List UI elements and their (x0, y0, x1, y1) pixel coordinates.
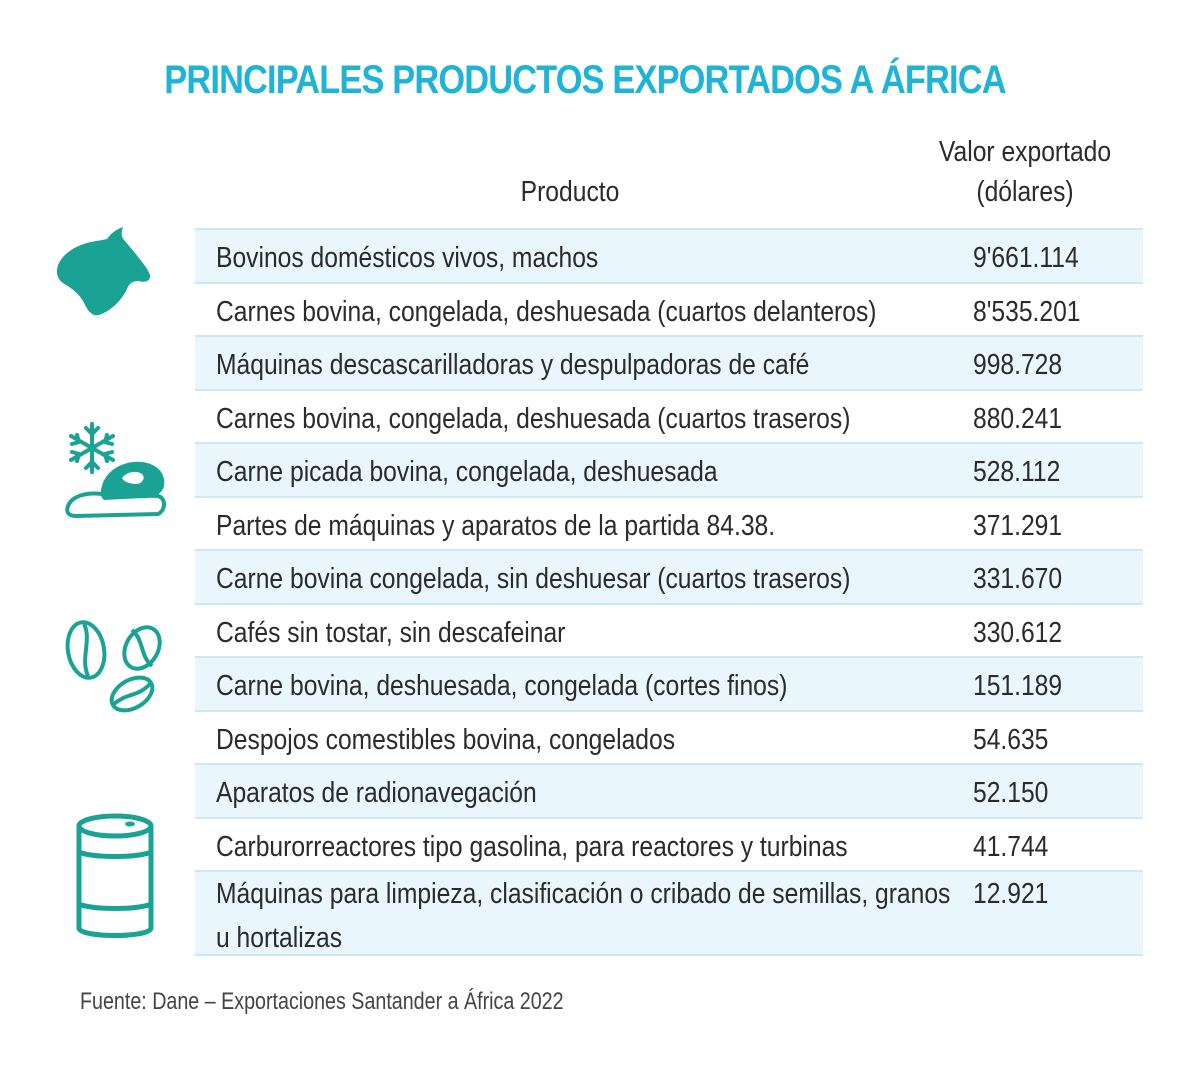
value-cell: 331.670 (973, 563, 1063, 595)
product-cell: Carne bovina, deshuesada, congelada (cortes finos) (216, 670, 788, 702)
product-cell: Aparatos de radionavegación (216, 777, 537, 809)
product-cell: Bovinos domésticos vivos, machos (216, 242, 599, 274)
column-header-value (923, 132, 1127, 212)
value-cell: 41.744 (973, 830, 1049, 863)
coffee-beans-icon (62, 612, 166, 718)
table-row (195, 870, 1143, 956)
product-cell: Carnes bovina, congelada, deshuesada (cuartos delanteros) (216, 295, 877, 328)
table-row (195, 656, 1143, 710)
value-cell: 371.291 (973, 509, 1063, 542)
value-cell: 12.921 (973, 878, 1049, 910)
table-row (195, 763, 1143, 817)
value-cell: 9'661.114 (973, 242, 1079, 274)
table-row (195, 282, 1143, 336)
table-row (195, 228, 1143, 282)
value-cell: 998.728 (973, 349, 1063, 381)
product-cell: Carnes bovina, congelada, deshuesada (cuartos traseros) (216, 402, 851, 435)
value-cell: 528.112 (973, 456, 1061, 488)
table-row (195, 549, 1143, 603)
value-cell: 8'535.201 (973, 295, 1081, 328)
value-cell: 151.189 (973, 670, 1063, 702)
product-cell: Máquinas descascarilladoras y despulpadoras de café (216, 349, 810, 381)
product-cell: Carne picada bovina, congelada, deshuesada (216, 456, 718, 488)
table-row (195, 710, 1143, 764)
product-cell: Carne bovina congelada, sin deshuesar (cuartos traseros) (216, 563, 851, 595)
table-row (195, 603, 1143, 657)
value-cell: 330.612 (973, 616, 1063, 649)
product-cell: Despojos comestibles bovina, congelados (216, 723, 676, 756)
column-header-product: Producto (520, 176, 620, 208)
table-row (195, 496, 1143, 550)
product-cell: Partes de máquinas y aparatos de la partida 84.38. (216, 509, 776, 542)
product-cell: Máquinas para limpieza, clasificación o cribado de semillas, granos u hortalizas (216, 878, 951, 954)
cow-head-icon (55, 225, 153, 317)
source-note: Fuente: Dane – Exportaciones Santander a África 2022 (80, 988, 564, 1015)
table-row (195, 817, 1143, 871)
product-cell: Cafés sin tostar, sin descafeinar (216, 616, 566, 649)
fuel-barrel-icon (72, 812, 158, 942)
table-row (195, 389, 1143, 443)
table-row (195, 335, 1143, 389)
column-header-value-line2: (dólares) (976, 176, 1074, 208)
table-row (195, 442, 1143, 496)
value-cell: 880.241 (973, 402, 1063, 435)
value-cell: 52.150 (973, 777, 1049, 809)
value-cell: 54.635 (973, 723, 1049, 756)
frozen-meat-icon (62, 420, 170, 520)
exports-table (195, 228, 1143, 956)
product-cell: Carburorreactores tipo gasolina, para reactores y turbinas (216, 830, 848, 863)
page-title: PRINCIPALES PRODUCTOS EXPORTADOS A ÁFRICA (164, 58, 1006, 102)
column-header-value-line1: Valor exportado (938, 136, 1112, 168)
